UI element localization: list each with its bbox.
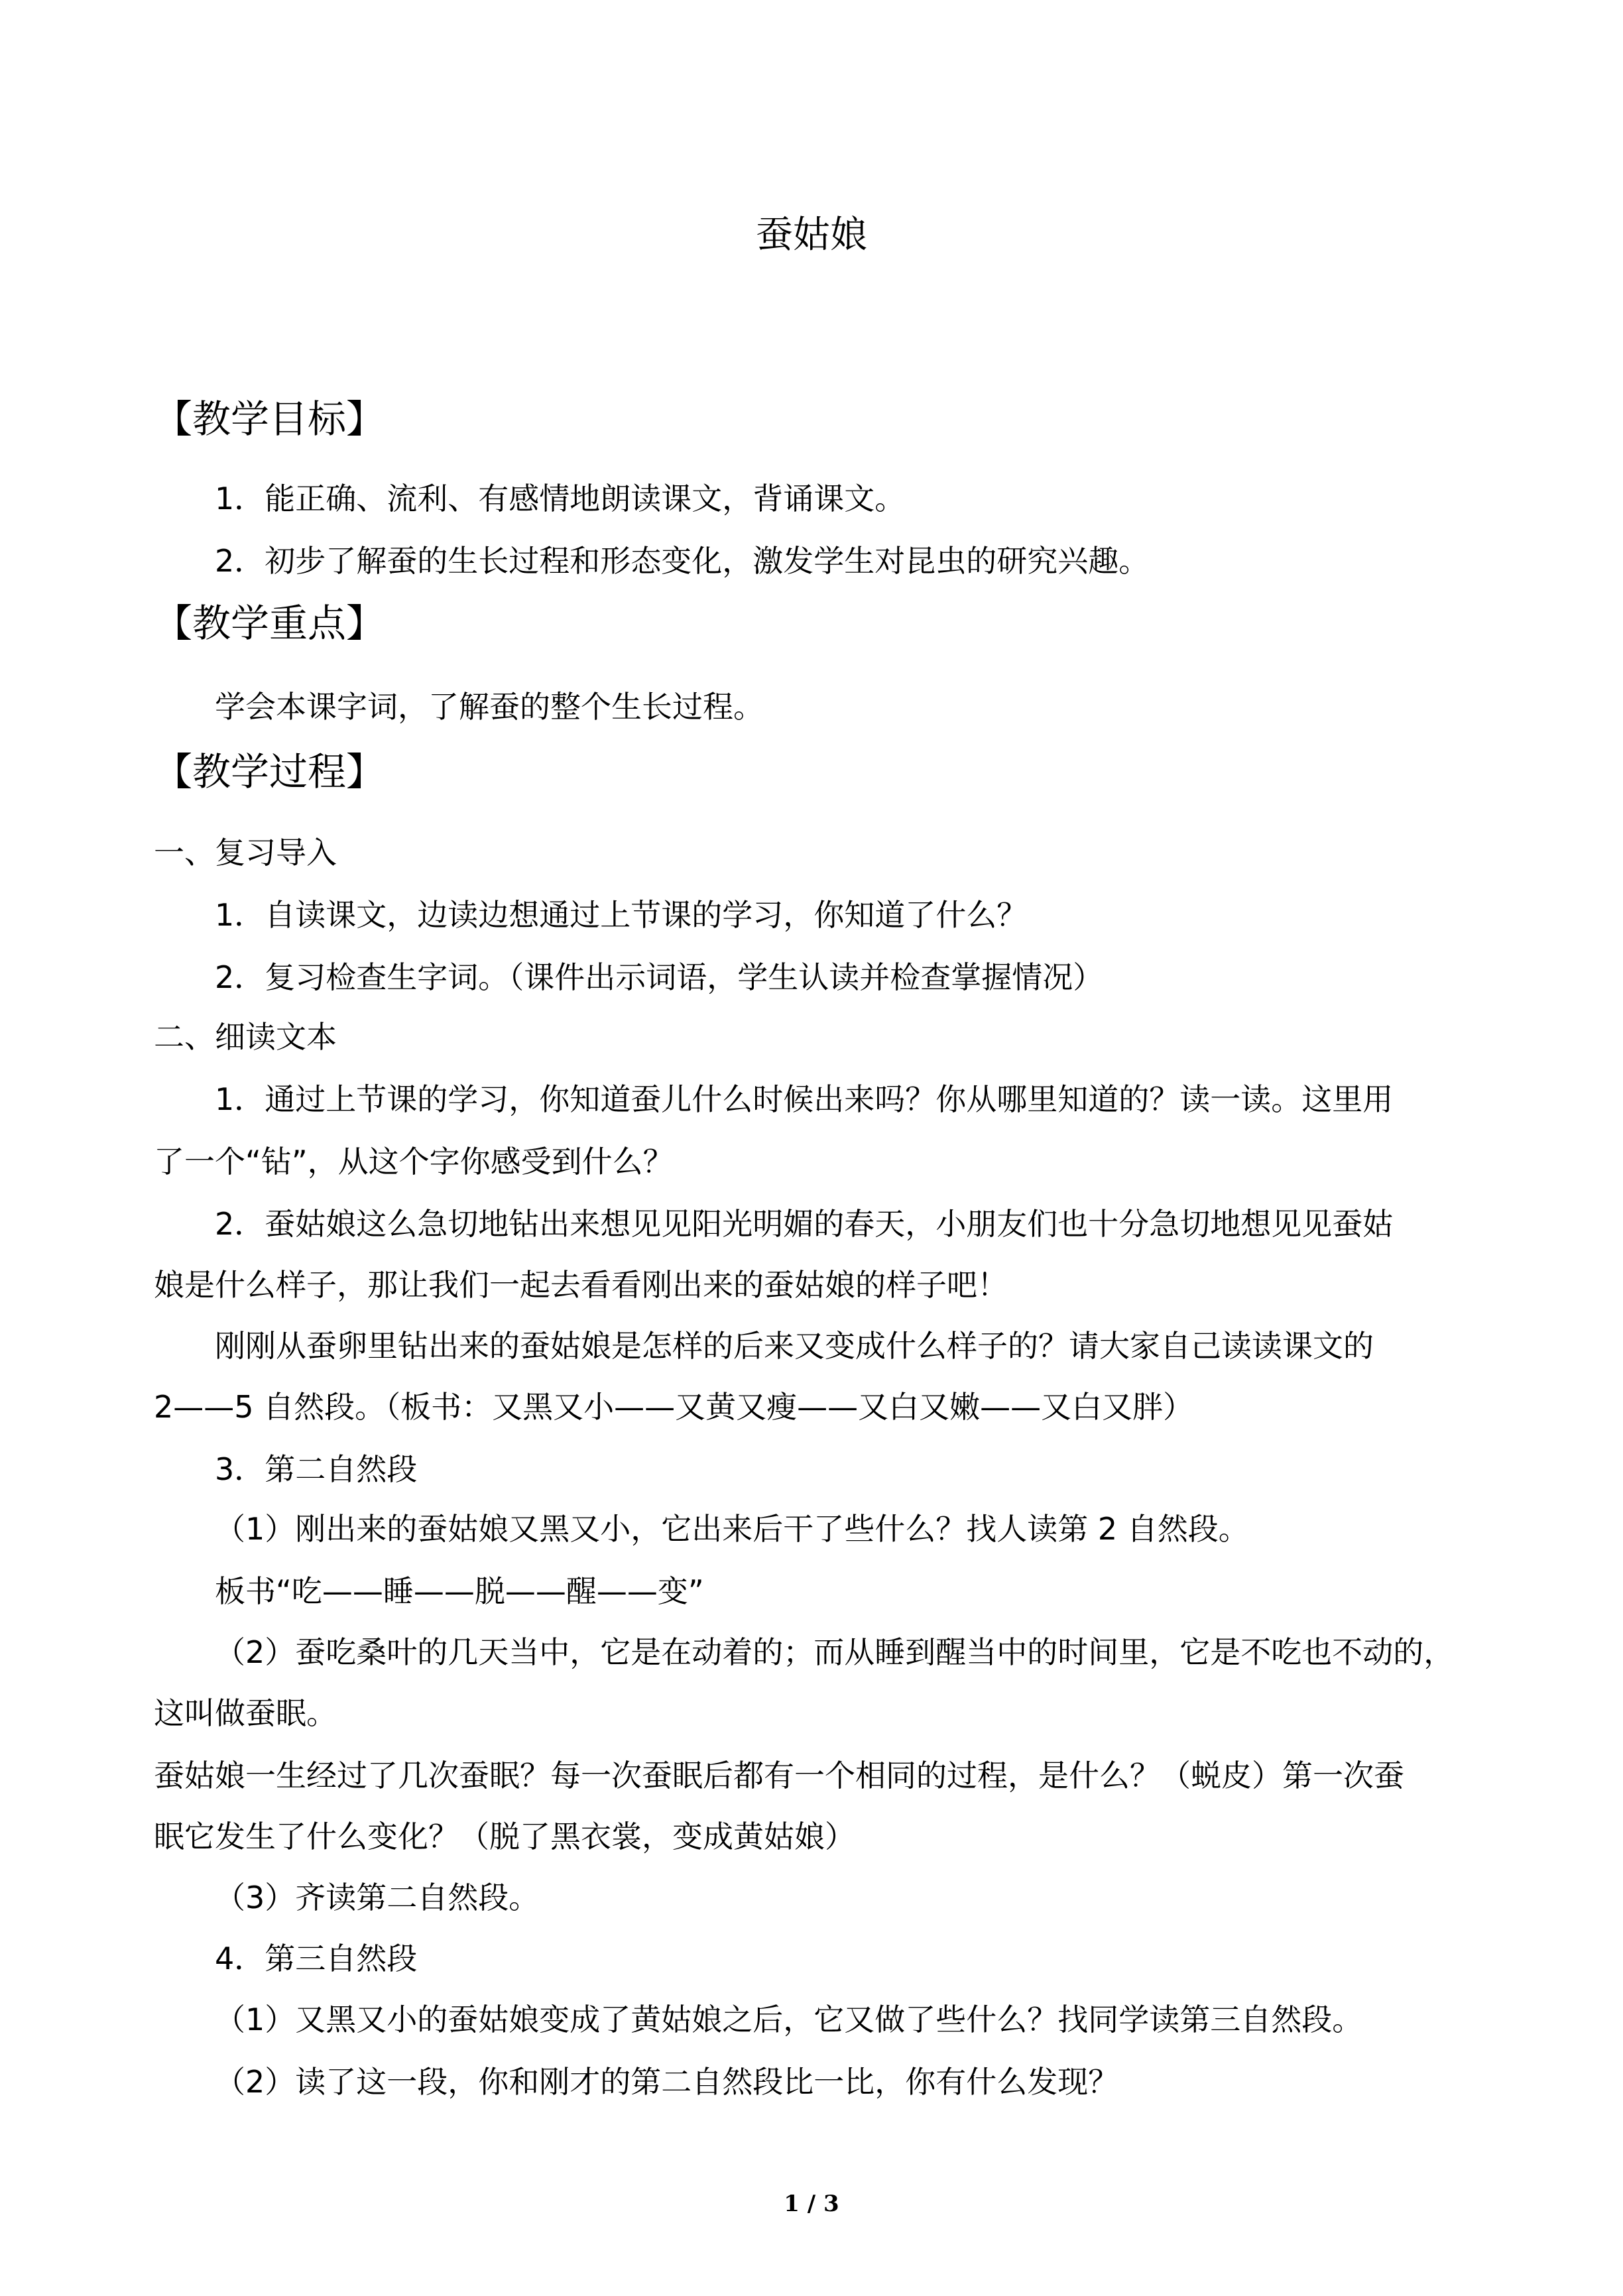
section-heading-focus: 【教学重点】	[154, 601, 385, 646]
process-line: 1．通过上节课的学习，你知道蚕儿什么时候出来吗？你从哪里知道的？读一读。这里用	[215, 1081, 1394, 1117]
process-line: 2——5 自然段。（板书：又黑又小——又黄又瘦——又白又嫩——又白又胖）	[154, 1389, 1194, 1425]
section-heading-process: 【教学过程】	[154, 749, 385, 794]
process-line: 2．蚕姑娘这么急切地钻出来想见见阳光明媚的春天，小朋友们也十分急切地想见见蚕姑	[215, 1206, 1394, 1242]
focus-text: 学会本课字词，了解蚕的整个生长过程。	[215, 689, 764, 725]
process-line: （2）读了这一段，你和刚才的第二自然段比一比，你有什么发现？	[215, 2064, 1119, 2100]
process-line: 二、细读文本	[154, 1019, 337, 1055]
goal-item: 2．初步了解蚕的生长过程和形态变化，激发学生对昆虫的研究兴趣。	[215, 543, 1150, 579]
process-line: （3）齐读第二自然段。	[215, 1880, 540, 1915]
process-line: 4．第三自然段	[215, 1941, 418, 1976]
page-number: 1 / 3	[784, 2191, 839, 2217]
process-line: 蚕姑娘一生经过了几次蚕眠？每一次蚕眠后都有一个相同的过程，是什么？（蜕皮）第一次蚕	[154, 1758, 1404, 1793]
process-line: 娘是什么样子，那让我们一起去看看刚出来的蚕姑娘的样子吧！	[154, 1267, 1008, 1303]
process-line: 一、复习导入	[154, 835, 337, 871]
process-line: （1）又黑又小的蚕姑娘变成了黄姑娘之后，它又做了些什么？找同学读第三自然段。	[215, 2002, 1363, 2037]
process-line: 刚刚从蚕卵里钻出来的蚕姑娘是怎样的后来又变成什么样子的？请大家自己读读课文的	[215, 1328, 1374, 1364]
document-title: 蚕姑娘	[756, 213, 867, 257]
process-line: （1）刚出来的蚕姑娘又黑又小，它出来后干了些什么？找人读第 2 自然段。	[215, 1511, 1249, 1547]
process-line: 这叫做蚕眠。	[154, 1695, 337, 1731]
process-line: 眠它发生了什么变化？（脱了黑衣裳，变成黄姑娘）	[154, 1819, 855, 1854]
process-line: 2．复习检查生字词。（课件出示词语，学生认读并检查掌握情况）	[215, 959, 1104, 995]
section-heading-goals: 【教学目标】	[154, 396, 385, 442]
process-line: （2）蚕吃桑叶的几天当中，它是在动着的；而从睡到醒当中的时间里，它是不吃也不动的，	[215, 1634, 1455, 1670]
goal-item: 1．能正确、流利、有感情地朗读课文，背诵课文。	[215, 481, 906, 516]
process-line: 板书“吃——睡——脱——醒——变”	[215, 1573, 704, 1609]
process-line: 了一个“钻”，从这个字你感受到什么？	[154, 1144, 674, 1179]
process-line: 1．自读课文，边读边想通过上节课的学习，你知道了什么？	[215, 897, 1028, 933]
process-line: 3．第二自然段	[215, 1451, 418, 1487]
